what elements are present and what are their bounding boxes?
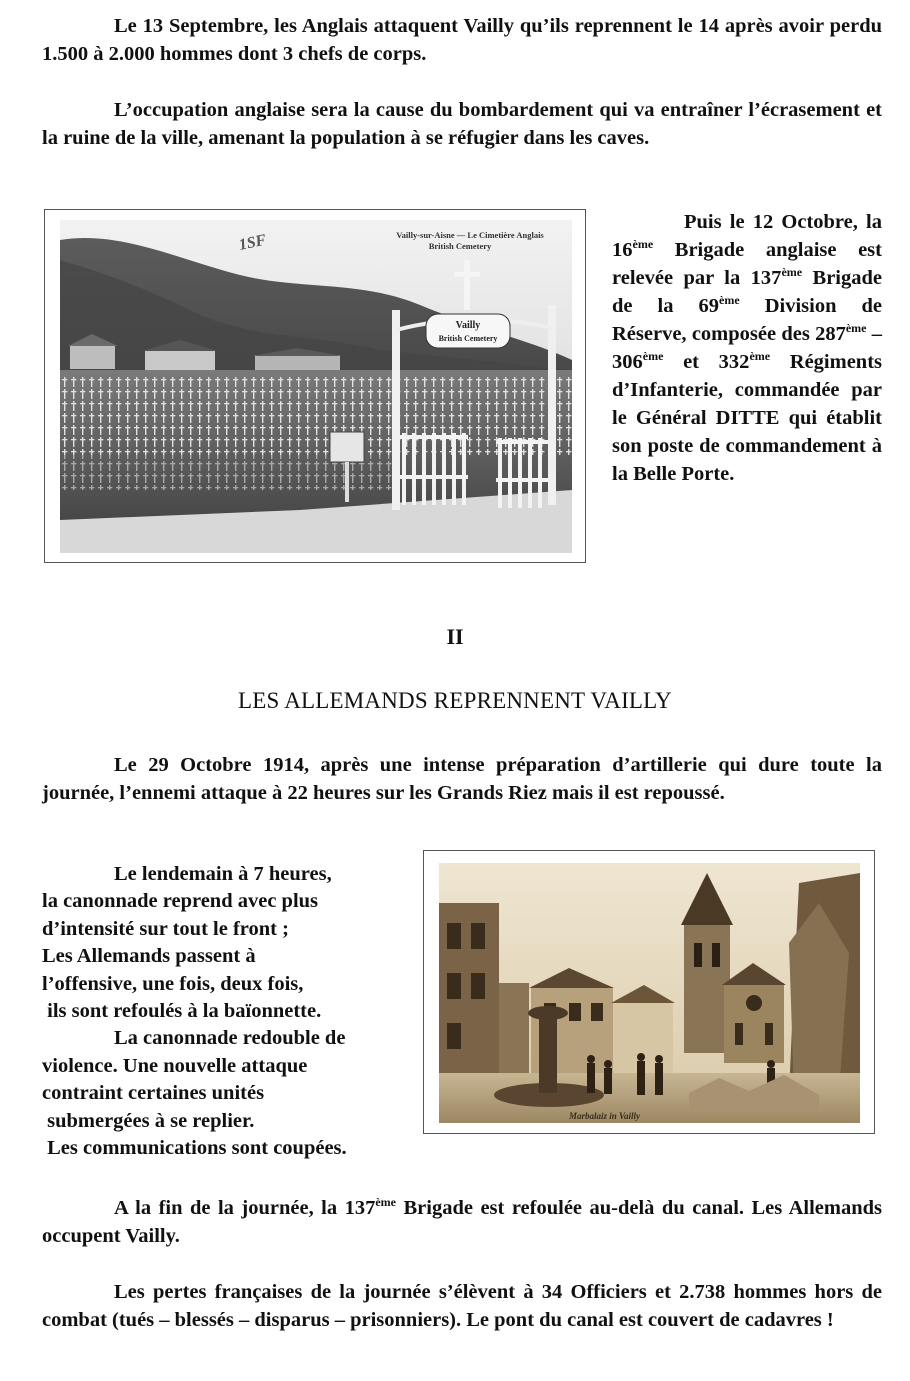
p3-sup-3: ème: [719, 293, 740, 307]
marketplace-photo-image: [439, 863, 860, 1123]
p3-part-g: Régiments d’Infanterie, commandée par le Général DITTE qui établit son poste de commandement à la Belle Porte.: [612, 351, 882, 485]
p3-sup-6: ème: [749, 349, 771, 363]
p6-part-b: Brigade est refoulée au-delà du canal. Les Allemands occupent Vailly.: [42, 1197, 883, 1247]
p3-sup-1: ème: [632, 237, 654, 251]
p6-sup: ème: [375, 1195, 397, 1209]
p5-line-5: l’offensive, une fois, deux fois,: [42, 972, 304, 995]
p3-part-c: Brigade de la 69: [612, 267, 882, 317]
cemetery-photo: [60, 220, 572, 553]
p5-line-9: contraint certaines unités: [42, 1082, 265, 1105]
cemetery-handwritten-note: 1SF: [237, 231, 268, 254]
p5-line-3: d’intensité sur tout le front ;: [42, 917, 289, 940]
paragraph-3-text: [612, 208, 882, 488]
p3-part-a: Puis le 12 Octobre, la 16: [612, 211, 882, 261]
p5-line-1: Le lendemain à 7 heures,: [114, 863, 332, 885]
paragraph-2-text: L’occupation anglaise sera la cause du bombardement qui va entraîner l’écrasement et la ruine de la ville, amenant la population à se réfugier dans les caves.: [42, 99, 882, 149]
paragraph-3: [612, 208, 882, 488]
p3-part-b: Brigade anglaise est relevée par la 137: [612, 239, 882, 289]
marketplace-photo-frame: [423, 850, 875, 1134]
cemetery-photo-frame: [44, 209, 586, 563]
p3-sup-4: ème: [845, 321, 867, 335]
p3-part-f: et 332: [663, 351, 750, 373]
p5-line-4: Les Allemands passent à: [42, 945, 256, 968]
paragraph-6-text: [42, 1194, 882, 1250]
cemetery-caption-line-1: Vailly-sur-Aisne — Le Cimetière Anglais: [396, 230, 544, 240]
paragraph-4-text: Le 29 Octobre 1914, après une intense préparation d’artillerie qui dure toute la journée, l’ennemi attaque à 22 heures sur les Grands Riez mais il est repoussé.: [42, 754, 882, 804]
paragraph-6: [42, 1194, 882, 1250]
paragraph-1-text: Le 13 Septembre, les Anglais attaquent Vailly qu’ils reprennent le 14 après avoir perdu 1.500 à 2.000 hommes dont 3 chefs de corps.: [42, 15, 882, 65]
p5-line-8: violence. Une nouvelle attaque: [42, 1054, 308, 1077]
p5-line-7: La canonnade redouble de: [114, 1027, 346, 1050]
paragraph-1: [42, 12, 882, 68]
paragraph-4: [42, 751, 882, 807]
cemetery-sign-line-1: Vailly: [455, 320, 481, 331]
paragraph-7-text: Les pertes françaises de la journée s’élèvent à 34 Officiers et 2.738 hommes hors de combat (tués – blessés – disparus – prisonniers). Le pont du canal est couvert de cadavres !: [42, 1281, 882, 1331]
paragraph-2: [42, 96, 882, 152]
marketplace-caption: Marbalaiz in Vailly: [569, 1111, 641, 1121]
p3-part-d: Division de Réserve, composée des 287: [612, 295, 882, 345]
section-number: II: [446, 624, 464, 649]
marketplace-photo: [439, 863, 860, 1123]
p3-part-e: – 306: [612, 323, 882, 373]
p5-line-11: Les communications sont coupées.: [42, 1137, 347, 1160]
p5-line-10: submergées à se replier.: [42, 1109, 255, 1132]
paragraph-7: [42, 1278, 882, 1334]
p3-sup-5: ème: [642, 349, 664, 363]
p5-line-6: ils sont refoulés à la baïonnette.: [42, 1000, 322, 1023]
p3-sup-2: ème: [781, 265, 803, 279]
p6-part-a: A la fin de la journée, la 137: [114, 1197, 376, 1219]
cemetery-caption-line-2: British Cemetery: [428, 241, 492, 251]
section-title: LES ALLEMANDS REPRENNENT VAILLY: [238, 688, 672, 713]
paragraph-5: [42, 861, 412, 1162]
p5-line-2: la canonnade reprend avec plus: [42, 890, 319, 913]
cemetery-photo-image: [60, 220, 572, 553]
cemetery-sign-line-2: British Cemetery: [438, 334, 498, 343]
